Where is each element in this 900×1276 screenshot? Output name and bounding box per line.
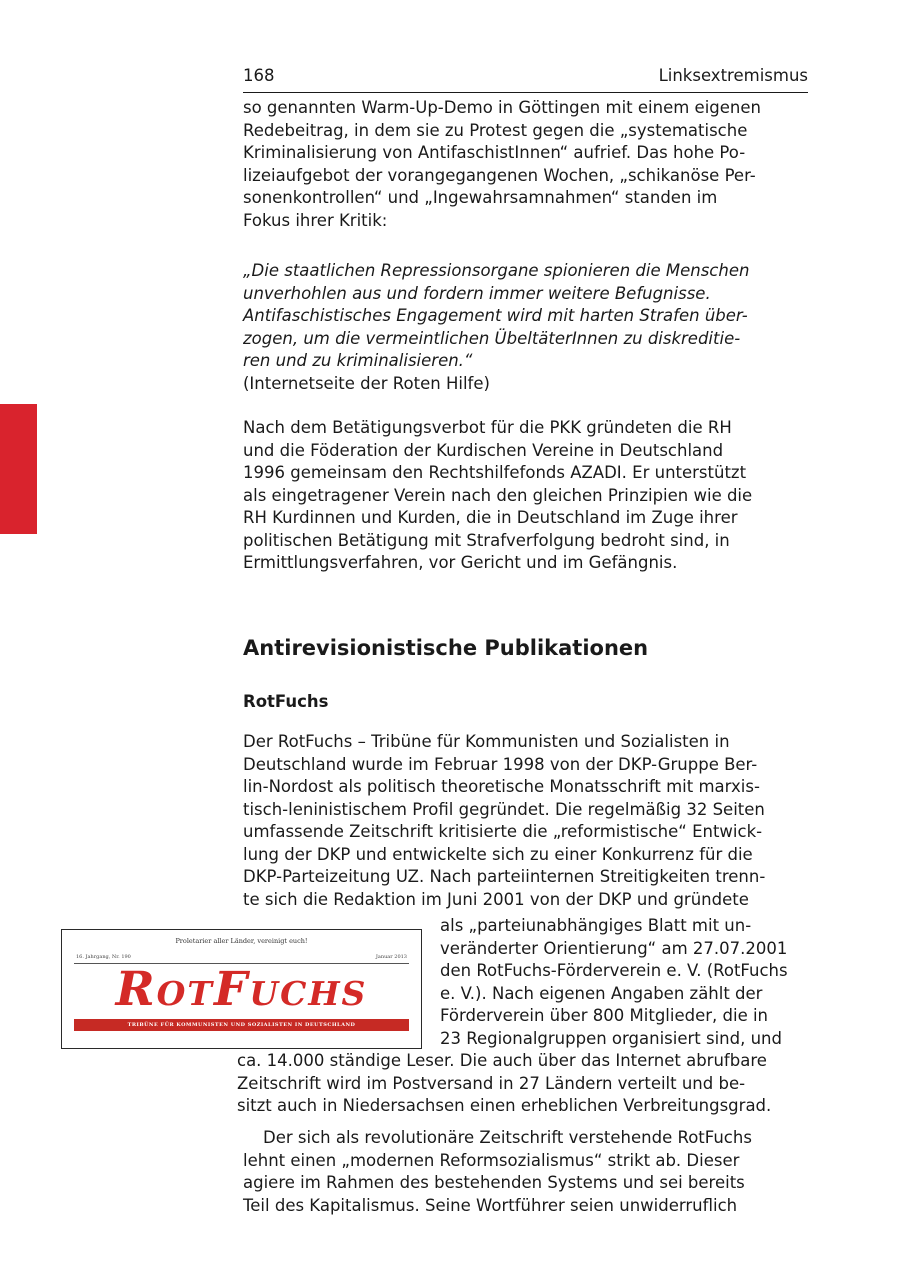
quote-source: (Internetseite der Roten Hilfe) xyxy=(243,373,490,393)
text-line: Der RotFuchs – Tribüne für Kommunisten und Sozialisten in xyxy=(243,732,730,751)
text-line: sonenkontrollen“ und „Ingewahrsamnahmen“ standen im xyxy=(243,188,718,207)
paragraph-3 xyxy=(243,731,808,911)
quote-line: zogen, um die vermeintlichen ÜbeltäterInnen zu diskreditie- xyxy=(243,328,741,348)
sub-heading: RotFuchs xyxy=(243,692,329,711)
text-line: veränderter Orientierung“ am 27.07.2001 xyxy=(440,938,788,958)
rotfuchs-masthead-image xyxy=(61,929,422,1049)
text-line: und die Föderation der Kurdischen Vereine in Deutschland xyxy=(243,440,724,460)
quote-line: „Die staatlichen Repressionsorgane spionieren die Menschen xyxy=(243,261,750,280)
text-line: ca. 14.000 ständige Leser. Die auch über das Internet abrufbare xyxy=(237,1051,767,1070)
text-line: e. V.). Nach eigenen Angaben zählt der xyxy=(440,983,763,1003)
text-line: lizeiaufgebot der vorangegangenen Wochen, „schikanöse Per- xyxy=(243,165,756,185)
quote-line: ren und zu kriminalisieren.“ xyxy=(243,351,473,370)
masthead-motto: Proletarier aller Länder, vereinigt euch! xyxy=(175,937,308,945)
quote-block xyxy=(243,260,808,395)
quote-line: unverhohlen aus und fordern immer weitere Befugnisse. xyxy=(243,283,711,303)
text-line: so genannten Warm-Up-Demo in Göttingen mit einem eigenen xyxy=(243,98,761,117)
masthead-date: Januar 2013 xyxy=(375,954,407,960)
paragraph-1 xyxy=(243,97,808,232)
paragraph-3-wrap xyxy=(440,915,810,1050)
text-line: tisch-leninistischem Profil gegründet. Die regelmäßig 32 Seiten xyxy=(243,799,765,819)
text-line: Deutschland wurde im Februar 1998 von der DKP-Gruppe Ber- xyxy=(243,754,758,774)
text-line: lung der DKP und entwickelte sich zu einer Konkurrenz für die xyxy=(243,844,753,864)
text-line: den RotFuchs-Förderverein e. V. (RotFuchs xyxy=(440,961,788,980)
text-line: sitzt auch in Niedersachsen einen erheblichen Verbreitungsgrad. xyxy=(237,1096,772,1115)
text-line: Förderverein über 800 Mitglieder, die in xyxy=(440,1006,769,1025)
text-line: Ermittlungsverfahren, vor Gericht und im Gefängnis. xyxy=(243,553,678,572)
text-line: Nach dem Betätigungsverbot für die PKK gründeten die RH xyxy=(243,418,732,437)
page-number: 168 xyxy=(243,66,275,85)
masthead-title: RotFuchs xyxy=(115,962,368,1017)
text-line: Teil des Kapitalismus. Seine Wortführer seien unwiderruflich xyxy=(243,1195,738,1215)
text-line: lehnt einen „modernen Reformsozialismus“ strikt ab. Dieser xyxy=(243,1150,740,1170)
text-line: lin-Nordost als politisch theoretische Monatsschrift mit marxis- xyxy=(243,777,760,796)
text-line: als „parteiunabhängiges Blatt mit un- xyxy=(440,916,752,935)
text-line: 23 Regionalgruppen organisiert sind, und xyxy=(440,1028,782,1048)
text-line: umfassende Zeitschrift kritisierte die „reformistische“ Entwick- xyxy=(243,822,763,841)
text-line: DKP-Parteizeitung UZ. Nach parteiinternen Streitigkeiten trenn- xyxy=(243,867,766,886)
quote-line: Antifaschistisches Engagement wird mit harten Strafen über- xyxy=(243,306,748,325)
header-rule xyxy=(243,92,808,93)
masthead-banner: TRIBÜNE FÜR KOMMUNISTEN UND SOZIALISTEN IN DEUTSCHLAND xyxy=(74,1019,409,1031)
text-line: 1996 gemeinsam den Rechtshilfefonds AZADI. Er unterstützt xyxy=(243,463,747,482)
section-heading: Antirevisionistische Publikationen xyxy=(243,636,649,660)
text-line: politischen Betätigung mit Strafverfolgung bedroht sind, in xyxy=(243,530,730,550)
paragraph-2 xyxy=(243,417,808,575)
text-line: Der sich als revolutionäre Zeitschrift verstehende RotFuchs xyxy=(263,1128,752,1147)
text-line: agiere im Rahmen des bestehenden Systems und sei bereits xyxy=(243,1173,745,1192)
text-line: als eingetragener Verein nach den gleichen Prinzipien wie die xyxy=(243,485,753,505)
text-line: RH Kurdinnen und Kurden, die in Deutschland im Zuge ihrer xyxy=(243,508,738,527)
text-line: te sich die Redaktion im Juni 2001 von der DKP und gründete xyxy=(243,889,749,909)
text-line: Kriminalisierung von AntifaschistInnen“ aufrief. Das hohe Po- xyxy=(243,143,746,162)
paragraph-3-tail xyxy=(237,1050,802,1118)
running-head: Linksextremismus xyxy=(658,66,808,85)
chapter-tab-marker xyxy=(0,404,37,534)
text-line: Fokus ihrer Kritik: xyxy=(243,210,388,230)
text-line: Redebeitrag, in dem sie zu Protest gegen die „systematische xyxy=(243,120,748,140)
paragraph-4 xyxy=(243,1127,808,1217)
text-line: Zeitschrift wird im Postversand in 27 Ländern verteilt und be- xyxy=(237,1073,746,1093)
masthead-issue: 16. Jahrgang, Nr. 190 xyxy=(76,954,131,960)
